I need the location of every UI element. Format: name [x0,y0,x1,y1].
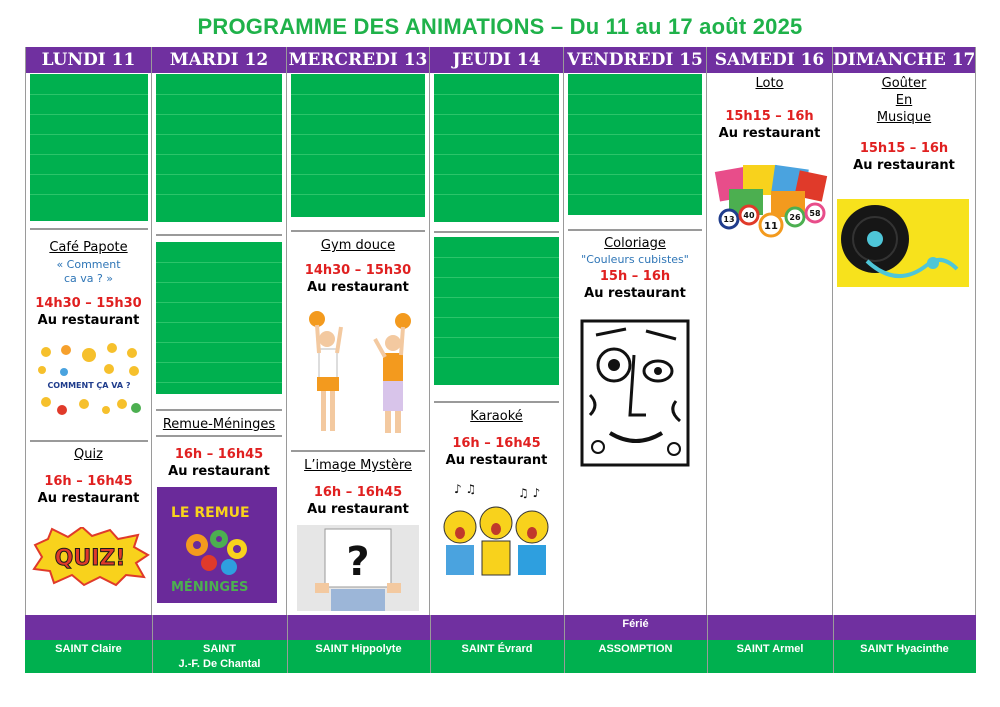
svg-text:♪ ♫: ♪ ♫ [454,482,477,496]
activity-name: Musique [876,110,932,125]
page-title: PROGRAMME DES ANIMATIONS – Du 11 au 17 août 2025 [197,14,803,39]
activity-place: Au restaurant [584,286,686,301]
empty-slot-block [568,74,702,215]
activity-place: Au restaurant [718,126,821,141]
column-mardi [152,47,287,673]
saint-lundi: SAINT Claire [55,643,122,655]
activity-place: Au restaurant [307,502,409,517]
activity-time: 15h – 16h [599,269,671,284]
activity-name: En [895,93,913,108]
day-header-dimanche: DIMANCHE 17 [833,47,975,73]
activity-name: L’image Mystère [304,458,412,473]
activity-loto [707,76,832,141]
saint-dimanche: SAINT Hyacinthe [860,643,949,655]
empty-slot-block [156,74,282,222]
activity-gym-douce [287,238,429,295]
empty-slot-block [156,242,282,394]
svg-text:40: 40 [743,211,755,220]
column-dimanche [833,47,976,673]
empty-slot-block [434,74,559,222]
separator [568,229,702,231]
activity-time: 14h30 – 15h30 [35,296,142,311]
activity-name: Gym douce [320,238,396,253]
activity-name: Remue-Méninges [162,417,276,432]
activity-time: 16h – 16h45 [313,485,403,500]
activity-subtitle: ca va ? » [63,272,114,285]
exercise-icon [295,309,421,439]
activity-name: Café Papote [49,240,128,255]
activity-cafe-papote [26,240,151,328]
column-mercredi [287,47,430,673]
activity-name: Goûter [881,76,927,91]
activity-name: Karaoké [470,409,523,424]
activity-name: Loto [755,76,784,91]
activity-gouter-musique [833,76,975,173]
activity-name: Coloriage [604,236,666,251]
day-header-lundi: LUNDI 11 [26,47,151,73]
column-samedi [707,47,833,673]
activity-place: Au restaurant [445,453,548,468]
activity-karaoke [430,409,563,468]
emoji-icon [34,342,144,424]
saint-jeudi: SAINT Évrard [461,643,533,655]
activity-place: Au restaurant [168,464,270,479]
activity-subtitle: « Comment [56,258,121,271]
activity-place: Au restaurant [307,280,409,295]
column-vendredi [564,47,707,673]
activity-name: Quiz [74,447,103,462]
svg-text:LE REMUE: LE REMUE [171,505,250,521]
day-header-jeudi: JEUDI 14 [430,47,563,73]
saint-samedi: SAINT Armel [736,643,804,655]
schedule-grid [25,47,976,673]
day-header-mardi: MARDI 12 [152,47,286,73]
quiz-illustration [30,527,150,587]
activity-subtitle: "Couleurs cubistes" [581,253,689,266]
saint-mardi [152,643,287,671]
bingo-icon [713,163,829,241]
separator [434,231,559,233]
separator [434,401,559,403]
saint-mardi-line2: J.-F. De Chantal [178,658,261,670]
activity-coloriage [564,236,706,301]
empty-slot-block [30,74,148,221]
saint-vendredi: ASSOMPTION [598,643,673,655]
activity-time: 16h – 16h45 [44,474,133,489]
cubist-face-icon [576,315,694,471]
mystery-image-illustration [297,525,419,611]
holiday-label: Férié [622,618,649,630]
quiz-burst-icon [30,527,150,587]
day-header-mercredi: MERCREDI 13 [287,47,429,73]
cubist-face-illustration [576,315,694,471]
activity-remue-meninges [152,417,286,479]
day-header-vendredi: VENDREDI 15 [564,47,706,73]
activity-time: 16h – 16h45 [452,436,541,451]
activity-time: 16h – 16h45 [174,447,264,462]
remue-meninges-illustration [157,487,277,603]
activity-time: 15h15 – 16h [859,141,949,156]
svg-text:26: 26 [789,213,801,222]
svg-text:13: 13 [723,215,735,224]
activity-place: Au restaurant [37,491,140,506]
svg-text:♫ ♪: ♫ ♪ [518,486,541,500]
question-mark-icon [297,525,419,611]
separator [156,409,282,411]
separator [156,234,282,236]
music-illustration [837,199,969,287]
separator [30,228,148,230]
activity-time: 14h30 – 15h30 [304,263,412,278]
emoji-illustration [34,342,144,424]
svg-text:11: 11 [764,221,778,232]
svg-text:58: 58 [809,209,821,218]
gears-icon [157,487,277,603]
activity-place: Au restaurant [853,158,955,173]
loto-illustration [713,163,829,241]
empty-slot-block [291,74,425,217]
saint-mardi-line1: SAINT [203,643,236,655]
svg-text:COMMENT ÇA VA ?: COMMENT ÇA VA ? [47,381,131,390]
separator [291,450,425,452]
activity-image-mystere [287,458,429,517]
activity-time: 15h15 – 16h [725,109,814,124]
separator [291,230,425,232]
vinyl-headphones-icon [837,199,969,287]
empty-slot-block [434,237,559,385]
svg-text:MÉNINGES: MÉNINGES [171,580,249,595]
gym-illustration [295,309,421,439]
separator [30,440,148,442]
column-lundi [25,47,152,673]
svg-text:QUIZ!: QUIZ! [54,546,126,571]
karaoke-illustration [434,479,560,577]
column-jeudi [430,47,564,673]
day-header-samedi: SAMEDI 16 [707,47,832,73]
activity-quiz [26,447,151,506]
svg-text:?: ? [346,539,370,585]
saint-mercredi: SAINT Hippolyte [315,643,402,655]
activity-place: Au restaurant [37,313,140,328]
singers-icon [434,479,560,577]
